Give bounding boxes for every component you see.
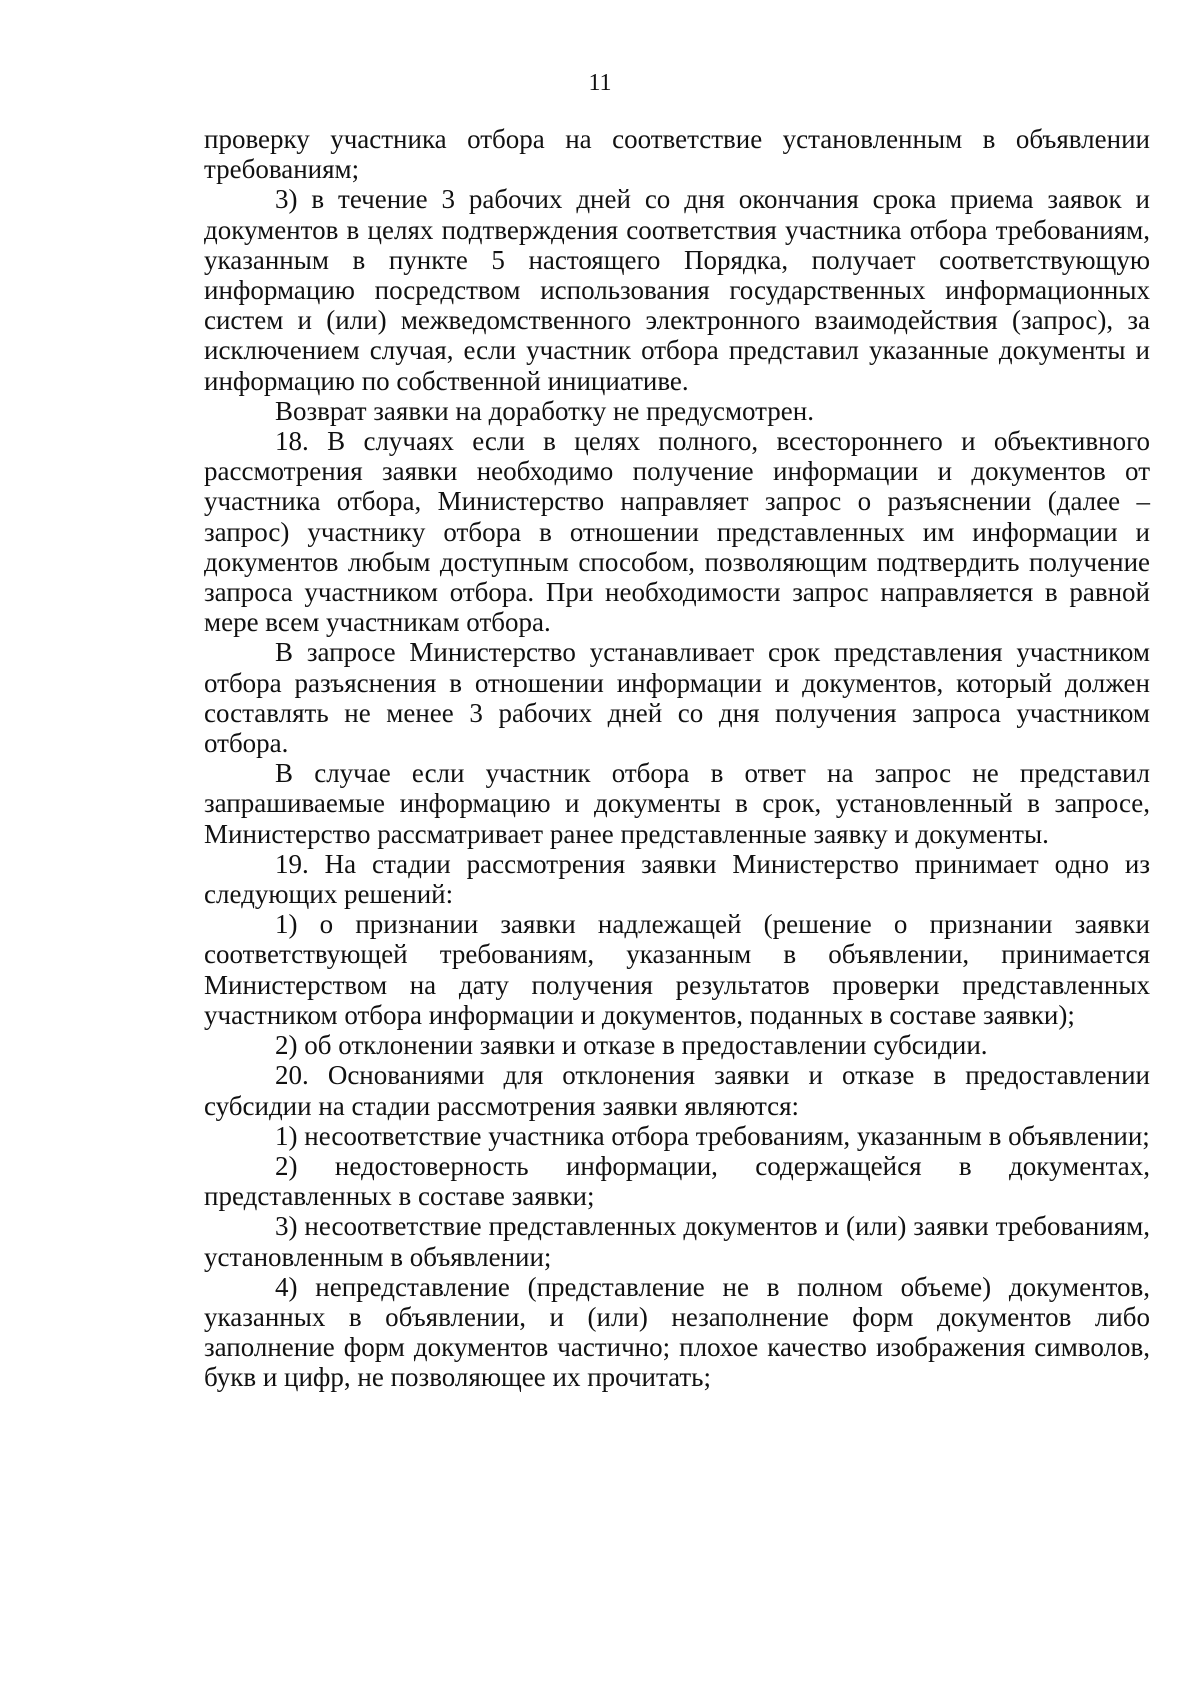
page-number: 11 [588, 70, 612, 96]
paragraph: 18. В случаях если в целях полного, всестороннего и объективного рассмотрения заявки необходимо получение информации и документов от участника отбора, Министерство направляет запрос о разъяснении (далее – запрос) участнику отбора в отношении представленных им информации и документов любым доступным способом, позволяющим подтвердить получение запроса участником отбора. При необходимости запрос направляется в равной мере всем участникам отбора. [204, 426, 1150, 638]
paragraph: 3) в течение 3 рабочих дней со дня окончания срока приема заявок и документов в целях подтверждения соответствия участника отбора требованиям, указанным в пункте 5 настоящего Порядка, получает соответствующую информацию посредством использования государственных информационных систем и (или) межведомственного электронного взаимодействия (запрос), за исключением случая, если участник отбора представил указанные документы и информацию по собственной инициативе. [204, 184, 1150, 396]
paragraph: 3) несоответствие представленных документов и (или) заявки требованиям, установленным в объявлении; [204, 1211, 1150, 1272]
paragraph: 19. На стадии рассмотрения заявки Министерство принимает одно из следующих решений: [204, 848, 1150, 910]
paragraph: Возврат заявки на доработку не предусмотрен. [275, 395, 814, 426]
paragraph: 1) несоответствие участника отбора требованиям, указанным в объявлении; [275, 1120, 1150, 1151]
paragraph: 4) непредставление (представление не в полном объеме) документов, указанных в объявлении, и (или) незаполнение форм документов либо заполнение форм документов частично; плохое качество изображения символов, букв и цифр, не позволяющее их прочитать; [204, 1271, 1150, 1393]
document-body [204, 124, 1150, 1393]
paragraph: 1) о признании заявки надлежащей (решение о признании заявки соответствующей требованиям, указанным в объявлении, принимается Министерством на дату получения результатов проверки представленных участником отбора информации и документов, поданных в составе заявки); [204, 909, 1150, 1030]
paragraph: проверку участника отбора на соответствие установленным в объявлении требованиям; [204, 124, 1150, 185]
paragraph: В запросе Министерство устанавливает срок представления участником отбора разъяснения в отношении информации и документов, который должен составлять не менее 3 рабочих дней со дня получения запроса участником отбора. [204, 637, 1150, 759]
paragraph: 2) об отклонении заявки и отказе в предоставлении субсидии. [275, 1030, 988, 1061]
paragraph: В случае если участник отбора в ответ на запрос не представил запрашиваемые информацию и документы в срок, установленный в запросе, Министерство рассматривает ранее представленные заявку и документы. [204, 758, 1150, 849]
paragraph: 20. Основаниями для отклонения заявки и отказе в предоставлении субсидии на стадии рассмотрения заявки являются: [204, 1060, 1150, 1121]
paragraph: 2) недостоверность информации, содержащейся в документах, представленных в составе заявки; [204, 1150, 1150, 1212]
